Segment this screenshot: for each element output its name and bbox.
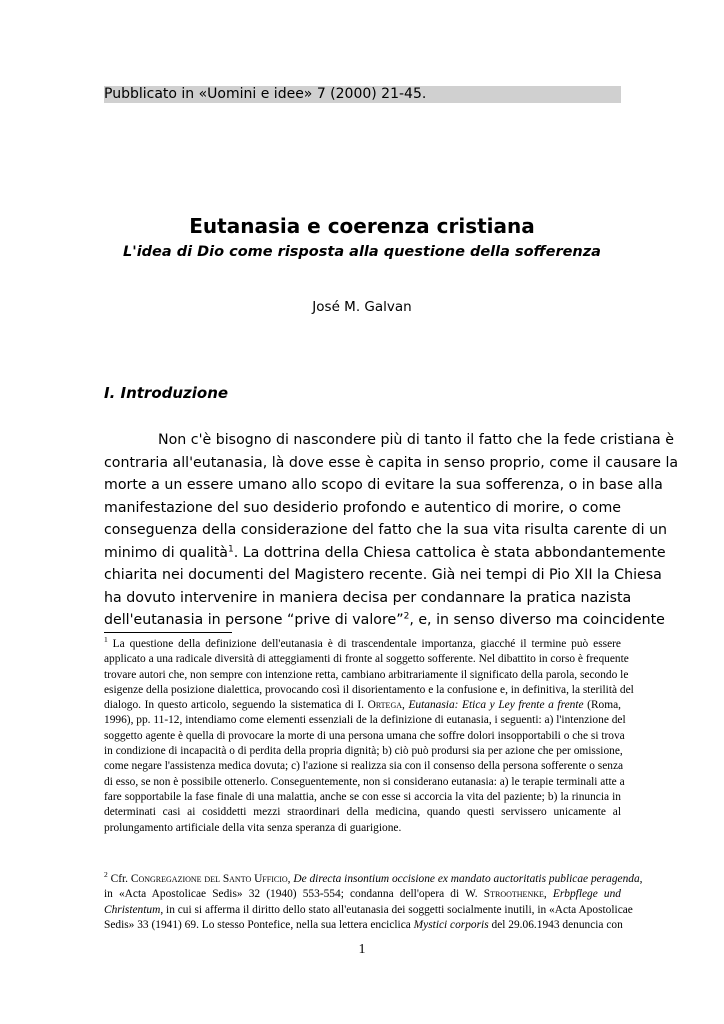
footnote-line <box>104 870 643 887</box>
footnote-line: come negare l'assistenza medica dovuta; c) l'azione si realizza sia con il consenso della persona sofferente o senza <box>104 760 624 773</box>
footnote-line <box>104 887 621 902</box>
cited-work: Christentum <box>104 903 161 916</box>
cited-work: Eutanasia: Etica y Ley frente a frente <box>408 699 584 712</box>
body-paragraph <box>104 429 679 632</box>
body-line: morte a un essere umano allo scopo di evitare la sua sofferenza, o in base alla <box>104 477 663 493</box>
body-line: conseguenza della considerazione del fatto che la sua vita risulta carente di un <box>104 522 668 538</box>
cited-work: Erbpflege und <box>552 888 622 901</box>
footnote-text: La questione della definizione dell'eutanasia è di trascendentale importanza, giacché il termine può essere <box>112 638 621 650</box>
body-line <box>104 542 666 565</box>
cited-author: Stroothenke <box>483 888 544 901</box>
publication-banner: Pubblicato in «Uomini e idee» 7 (2000) 21-45. <box>104 86 621 103</box>
body-line: chiarita nei documenti del Magistero recente. Già nei tempi di Pio XII la Chiesa <box>104 567 662 583</box>
body-text-run: dell'eutanasia in persone “prive di valore” <box>104 612 404 628</box>
footnote-text: , <box>543 888 553 901</box>
footnote-text: , <box>287 873 294 885</box>
body-line: manifestazione del suo desiderio profondo e autentico di morire, o come <box>104 499 621 516</box>
footnote-line: determinati casi ai cosiddetti mezzi straordinari della medicina, quando questi servissero unicamente al <box>104 806 621 819</box>
author-name: José M. Galvan <box>312 299 412 315</box>
footnote-line: in condizione di incapacità o di perdita della propria dignità; b) ciò può prodursi sia per azione che per omissione, <box>104 745 623 758</box>
footnote-text: , <box>639 873 643 885</box>
body-text-run: minimo di qualità <box>104 544 228 561</box>
footnote-2 <box>104 870 643 933</box>
footnote-line: soggetto agente è quella di provocare la morte di una persona umana che soffre dolori insopportabili o che si trova <box>104 729 625 742</box>
footnote-text: (Roma, <box>583 699 622 712</box>
cited-work: De directa insontium occisione ex mandato auctoritatis publicae peragenda <box>293 873 640 885</box>
footnote-separator <box>104 632 232 633</box>
footnote-text: Sedis» 33 (1941) 69. Lo stesso Pontefice, nella sua lettera enciclica <box>104 918 414 931</box>
footnote-line: fare sopportabile la fase finale di una malattia, anche se con esse si accorcia la vita del paziente; b) la rinuncia in <box>104 790 621 803</box>
footnote-number: 2 <box>104 870 108 880</box>
body-line <box>104 609 665 632</box>
document-subtitle: L'idea di Dio come risposta alla questione della sofferenza <box>123 244 601 260</box>
page-number: 1 <box>358 942 366 957</box>
document-title: Eutanasia e coerenza cristiana <box>189 214 535 238</box>
footnote-line <box>104 903 633 918</box>
footnote-line <box>104 698 621 713</box>
body-text-run: , e, in senso diverso ma coincidente <box>409 612 665 628</box>
footnote-number: 1 <box>104 635 108 645</box>
body-line: ha dovuto intervenire in maniera decisa per condannare la pratica nazista <box>104 589 632 606</box>
section-heading-introduzione: I. Introduzione <box>104 384 229 402</box>
body-line: contraria all'eutanasia, là dove esse è capita in senso proprio, come il causare la <box>104 454 679 471</box>
footnote-text: , <box>402 699 409 712</box>
cited-author: Ortega <box>367 699 403 712</box>
footnote-line: 1996), pp. 11-12, intendiamo come elementi essenziali de la definizione di eutanasia, i seguenti: a) l'intenzione del <box>104 714 626 727</box>
footnote-line: trovare autori che, non sempre con intenzione retta, cambiano arbitrariamente il significato della parola, secondo le <box>104 668 629 681</box>
footnote-1 <box>104 635 634 836</box>
footnote-text: Cfr. <box>110 873 131 885</box>
footnote-line: esigenze della posizione dialettica, provocando così il disorientamento e la confusione e, in definitiva, la sterilità del <box>104 683 634 696</box>
cited-work: Mystici corporis <box>413 918 489 931</box>
footnote-text: , in cui si afferma il diritto dello stato all'eutanasia dei soggetti socialmente inutili, in «Acta Apostolicae <box>160 903 633 916</box>
body-text-run: . La dottrina della Chiesa cattolica è stata abbondantemente <box>233 544 666 561</box>
footnote-line: di esso, se non è possibile ottenerlo. Conseguentemente, non si considerano eutanasia: a) le terapie terminali atte a <box>104 775 625 788</box>
footnote-text: del 29.06.1943 denuncia con <box>488 918 623 931</box>
cited-author: Congregazione del Santo Ufficio <box>130 873 288 885</box>
footnote-line <box>104 637 621 652</box>
footnote-line: prolungamento artificiale della vita senza speranza di guarigione. <box>104 821 402 834</box>
footnote-text: in «Acta Apostolicae Sedis» 32 (1940) 553-554; condanna dell'opera di W. <box>104 888 484 901</box>
footnote-ref-1[interactable]: 1 <box>228 543 234 554</box>
footnote-line <box>104 918 621 933</box>
footnote-ref-2[interactable]: 2 <box>403 611 410 622</box>
footnote-line: applicato a una radicale diversità di atteggiamenti di fronte al soggetto sofferente. Nel dibattito in corso è frequente <box>104 653 629 666</box>
body-line: Non c'è bisogno di nascondere più di tanto il fatto che la fede cristiana è <box>158 432 674 448</box>
footnote-text: dialogo. In questo articolo, seguendo la sistematica di I. <box>104 699 368 712</box>
